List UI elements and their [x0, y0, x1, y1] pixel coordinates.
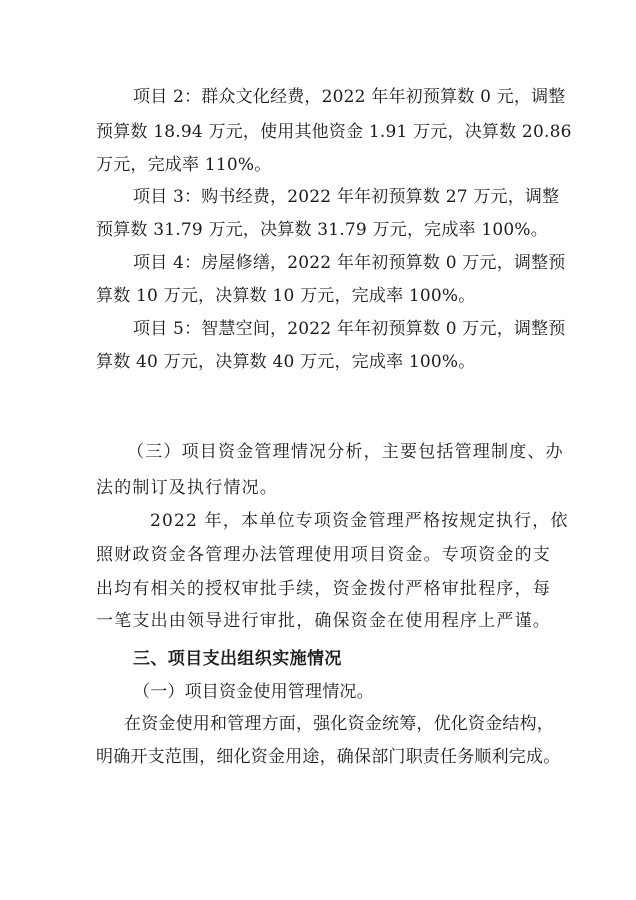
- subsection-3-title-line-2: 法的制订及执行情况。: [96, 478, 278, 498]
- usage-body-line-1: 在资金使用和管理方面，强化资金统筹，优化资金结构，: [124, 714, 554, 734]
- project-4-line-1: 项目 4：房屋修缮，2022 年年初预算数 0 万元，调整预: [133, 253, 566, 273]
- management-body-line-2: 照财政资金各管理办法管理使用项目资金。专项资金的支: [96, 545, 551, 565]
- management-body-line-3: 出均有相关的授权审批手续，资金拨付严格审批程序，每: [96, 579, 551, 599]
- section-3-heading: 三、项目支出组织实施情况: [133, 649, 342, 669]
- management-body-line-4: 一笔支出由领导进行审批，确保资金在使用程序上严谨。: [96, 611, 551, 631]
- management-body-line-1: 2022 年，本单位专项资金管理严格按规定执行，依: [150, 511, 569, 531]
- subsection-1-title: （一）项目资金使用管理情况。: [133, 682, 374, 702]
- project-5-line-2: 算数 40 万元，决算数 40 万元，完成率 100%。: [96, 352, 476, 372]
- project-2-line-2: 预算数 18.94 万元，使用其他资金 1.91 万元，决算数 20.86: [96, 122, 572, 142]
- project-4-line-2: 算数 10 万元，决算数 10 万元，完成率 100%。: [96, 286, 476, 306]
- project-3-line-2: 预算数 31.79 万元，决算数 31.79 万元，完成率 100%。: [96, 220, 548, 240]
- project-2-line-3: 万元，完成率 110%。: [96, 155, 272, 175]
- usage-body-line-2: 明确开支范围，细化资金用途，确保部门职责任务顺利完成。: [96, 747, 561, 767]
- subsection-3-title-line-1: （三）项目资金管理情况分析，主要包括管理制度、办: [127, 442, 564, 462]
- project-3-line-1: 项目 3：购书经费，2022 年年初预算数 27 万元，调整: [133, 187, 560, 207]
- project-5-line-1: 项目 5：智慧空间，2022 年年初预算数 0 万元，调整预: [133, 319, 566, 339]
- project-2-line-1: 项目 2：群众文化经费，2022 年年初预算数 0 元，调整: [133, 87, 566, 107]
